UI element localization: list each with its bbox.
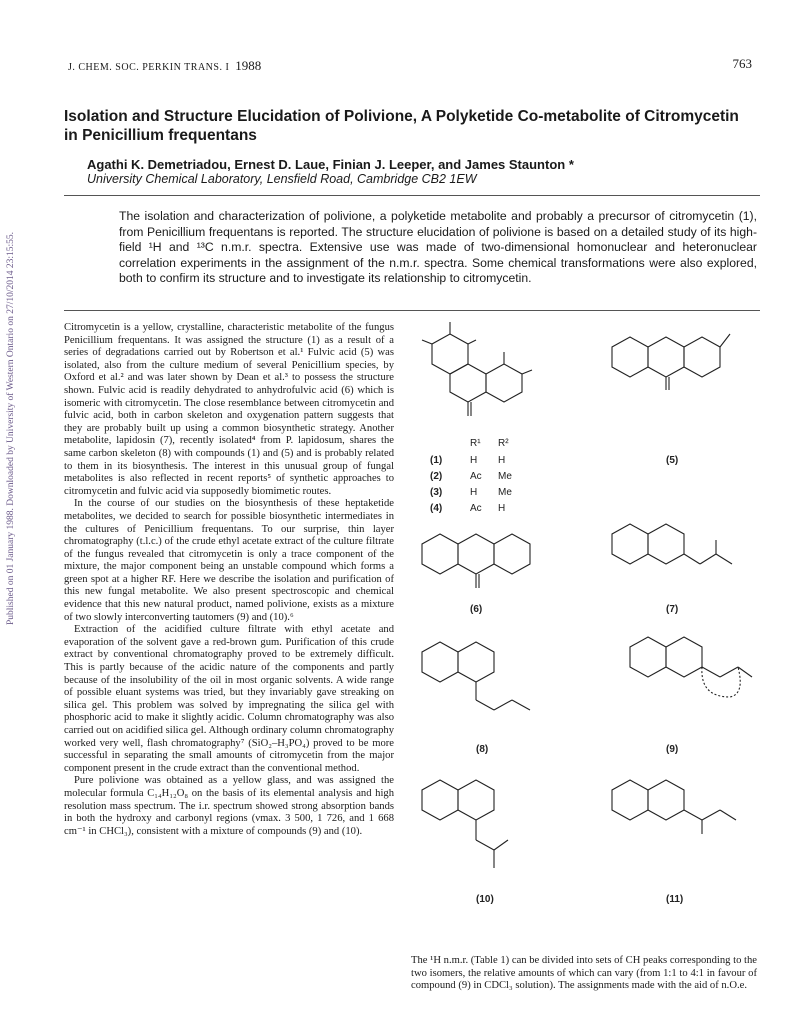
paragraph: Extraction of the acidified culture filtrate with ethyl acetate and evaporation of the solvent gave a red-brown gum. Purification of this crude extract by conventional chromatography proved to be extremely difficult. This is partly because of the acidic nature of the components and partly because of the insolubility of the oil in most organic solvents. A wide range of possible eluant systems was tried, but they invariably gave streaking on silica gel. This problem was solved by impregnating the silica gel with phosphoric acid to make it slightly acidic. Column chromatography was also carried out on acidified silica gel. Although ordinary column chromatography worked very well, flash chromatography⁷ (SiO₂–H₃PO₄) proved to be more successful in separating the small amounts of citromycetin from the major component present in the crude extract than the conventional method. [64,624,394,774]
article-title: Isolation and Structure Elucidation of Polivione, A Polyketide Co-metabolite of Citromycetin in Penicillium frequentans [64,108,739,144]
abstract-rule [64,310,760,311]
table-header-r2: R² [498,438,509,449]
table-cell: Me [498,471,512,482]
table-cell: H [470,487,478,498]
abstract: The isolation and characterization of polivione, a polyketide metabolite and probably a precursor of citromycetin (1), from Penicillium frequentans is reported. The structure elucidation of polivione is based on a detailed study of its high-field ¹H and ¹³C n.m.r. spectra. Extensive use was made of two-dimensional homonuclear and heteronuclear correlation experiments in the assignment of the n.m.r. spectra. Some chemical transformations were also explored, both to confirm its structure and to investigate its relationship to citromycetin. [119,209,757,285]
table-cell: H [498,455,506,466]
table-cell: H [470,455,478,466]
compound-label: (4) [430,503,443,514]
affiliation: University Chemical Laboratory, Lensfield Road, Cambridge CB2 1EW [87,172,477,186]
compound-label: (3) [430,487,443,498]
structure-5 [612,334,730,390]
body-column-right: The ¹H n.m.r. (Table 1) can be divided into sets of CH peaks corresponding to the two isomers, the relative amounts of which can vary (from 1:1 to 4:1 in favour of compound (9) in CDCl₃ solution). The assignments made with the aid of n.O.e. [411,955,757,992]
body-column-left [64,322,394,838]
table-cell: Ac [470,471,482,482]
paragraph: Pure polivione was obtained as a yellow glass, and was assigned the molecular formula C₁₄H₁₂O₈ on the basis of its elemental analysis and high resolution mass spectrum. The i.r. spectrum showed strong absorption bands in both the hydroxy and carbonyl regions (νmax. 3 500, 1 726, and 1 668 cm⁻¹ in CHCl₃), consistent with a mixture of compounds (9) and (10). [64,775,394,837]
download-watermark: Published on 01 January 1988. Downloaded by University of Western Ontario on 27/10/2014 23:15:55. [6,231,16,625]
compound-label: (11) [666,894,684,905]
table-header-r1: R¹ [470,438,481,449]
compound-label: (10) [476,894,494,905]
structure-6 [422,534,530,588]
paragraph: In the course of our studies on the biosynthesis of these heptaketide metabolites, we decided to search for possible biosynthetic intermediates in the cultures of Penicillium frequentans. To our surprise, thin layer chromatography (t.l.c.) of the crude ethyl acetate extract of the culture filtrate of the fungus revealed that citromycetin is only a trace component of the mixture, the major component being an unstable compound which forms a green spot at a higher RF. Here we describe the isolation and purification of this new fungal metabolite. We also present spectroscopic and chemical evidence that this new natural product, named polivione, exists as a mixture of two slowly interconverting tautomers (9) and (10).⁶ [64,498,394,623]
chemical-structures-figure [400,312,770,952]
table-cell: Ac [470,503,482,514]
structure-8 [422,642,530,710]
paragraph: Citromycetin is a yellow, crystalline, characteristic metabolite of the fungus Penicillium frequentans. It was assigned the structure (1) as a result of a series of degradations carried out by Robertson et al.¹ Fulvic acid (5) was isolated, also from the culture medium of several Penicillium species, by Oxford et al.² and was later shown by Dean et al.³ to possess the structure shown. Fulvic acid is readily dehydrated to anhydrofulvic acid (6) which is isomeric with citromycetin. The close resemblance between citromycetin and fulvic acid, both in carbon skeleton and oxygenation pattern suggests that they are probably built up using a common biosynthetic strategy. Another metabolite, lapidosin (7), recently isolated⁴ from P. lapidosum, shares the same carbon skeleton (8) with compounds (1) and (5) and is probably related to them in its biosynthesis. The interest in this unusual group of fungal metabolites is also reflected in recent reports⁵ of synthetic approaches to citromycetin and fulvic acid via supposedly biomimetic routes. [64,322,394,497]
structure-7 [612,524,732,564]
compound-label: (2) [430,471,443,482]
structure-9 [630,637,752,697]
compound-label: (8) [476,744,489,755]
structure-1-4 [422,322,532,416]
running-header: J. CHEM. SOC. PERKIN TRANS. I 1988 [68,58,262,73]
authors: Agathi K. Demetriadou, Ernest D. Laue, Finian J. Leeper, and James Staunton * [87,157,574,172]
top-rule [64,195,760,196]
compound-label: (6) [470,604,483,615]
table-cell: Me [498,487,512,498]
compound-label: (9) [666,744,679,755]
table-cell: H [498,503,506,514]
structure-11 [612,780,736,834]
compound-label: (5) [666,455,679,466]
compound-label: (1) [430,455,443,466]
compound-label: (7) [666,604,679,615]
structure-10 [422,780,508,868]
page-number: 763 [732,56,752,71]
